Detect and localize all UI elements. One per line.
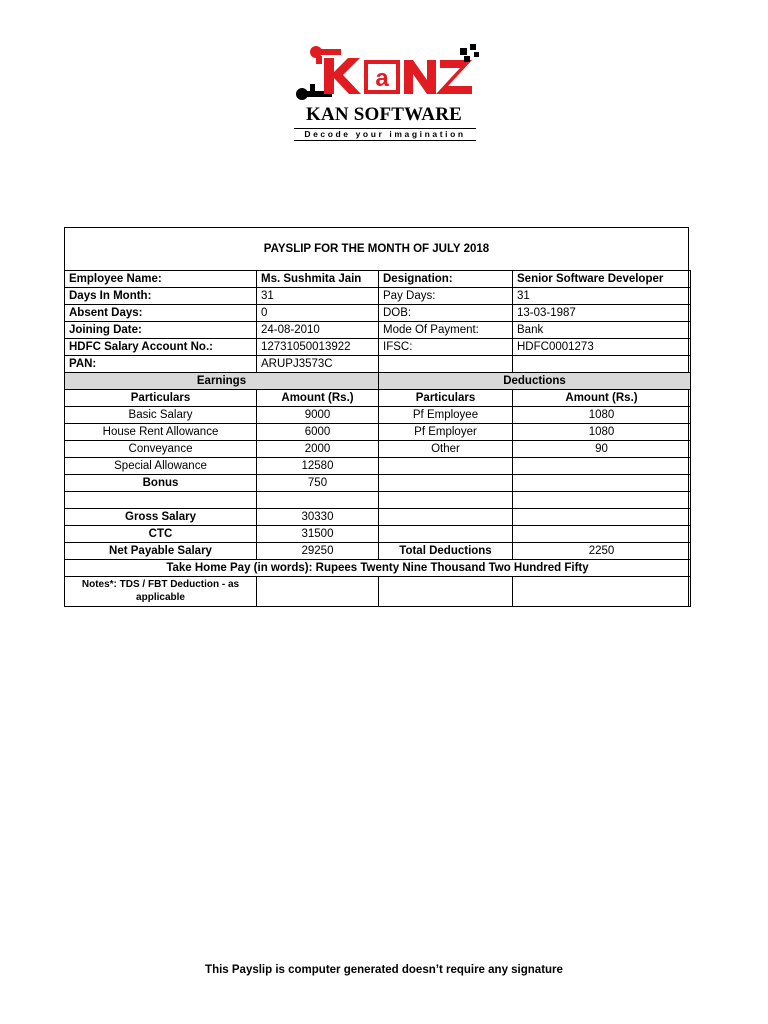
employee-label: PAN: xyxy=(65,356,257,373)
table-row xyxy=(65,424,691,441)
employee-value xyxy=(513,356,691,373)
employee-label: DOB: xyxy=(379,305,513,322)
employee-value: HDFC0001273 xyxy=(513,339,691,356)
employee-value: 13-03-1987 xyxy=(513,305,691,322)
deduction-amount xyxy=(513,526,691,543)
footer-note: This Payslip is computer generated doesn’t require any signature xyxy=(205,964,563,976)
employee-row xyxy=(65,322,691,339)
payslip-title: PAYSLIP FOR THE MONTH OF JULY 2018 xyxy=(263,243,490,255)
deduction-name: Total Deductions xyxy=(379,543,513,560)
logo-mark-icon xyxy=(288,38,484,108)
notes-cell-empty xyxy=(513,577,691,607)
deduction-amount: 1080 xyxy=(513,424,691,441)
employee-label: HDFC Salary Account No.: xyxy=(65,339,257,356)
employee-label: Days In Month: xyxy=(65,288,257,305)
employee-row xyxy=(65,305,691,322)
earnings-particulars-header: Particulars xyxy=(65,390,257,407)
earnings-amount-header: Amount (Rs.) xyxy=(257,390,379,407)
employee-label: IFSC: xyxy=(379,339,513,356)
earning-name xyxy=(65,492,257,509)
deductions-amount-header: Amount (Rs.) xyxy=(513,390,691,407)
notes-text: Notes*: TDS / FBT Deduction - as applicable xyxy=(65,577,257,607)
deduction-amount: 1080 xyxy=(513,407,691,424)
earning-name: Basic Salary xyxy=(65,407,257,424)
notes-cell-empty xyxy=(257,577,379,607)
earning-amount: 29250 xyxy=(257,543,379,560)
deduction-name: Other xyxy=(379,441,513,458)
company-name: KAN SOFTWARE xyxy=(305,104,462,125)
deductions-heading: Deductions xyxy=(379,373,691,390)
employee-value: 31 xyxy=(257,288,379,305)
employee-label: Joining Date: xyxy=(65,322,257,339)
employee-row xyxy=(65,339,691,356)
employee-value: 12731050013922 xyxy=(257,339,379,356)
earning-name: Net Payable Salary xyxy=(65,543,257,560)
table-row xyxy=(65,407,691,424)
table-row xyxy=(65,458,691,475)
employee-label xyxy=(379,356,513,373)
take-home-row xyxy=(65,560,691,577)
employee-value: ARUPJ3573C xyxy=(257,356,379,373)
deduction-name xyxy=(379,526,513,543)
svg-text:a: a xyxy=(375,65,389,92)
company-tagline: Decode your imagination xyxy=(294,128,476,141)
employee-value: 0 xyxy=(257,305,379,322)
payslip xyxy=(64,227,689,607)
employee-value: 24-08-2010 xyxy=(257,322,379,339)
employee-value: Senior Software Developer xyxy=(513,271,691,288)
employee-row xyxy=(65,271,691,288)
earning-name: Bonus xyxy=(65,475,257,492)
take-home-text: Take Home Pay (in words): Rupees Twenty Nine Thousand Two Hundred Fifty xyxy=(65,560,691,577)
deduction-amount xyxy=(513,509,691,526)
earning-amount: 6000 xyxy=(257,424,379,441)
notes-row xyxy=(65,577,691,607)
deduction-amount xyxy=(513,475,691,492)
payslip-table xyxy=(64,270,691,607)
earning-amount: 30330 xyxy=(257,509,379,526)
employee-value: Ms. Sushmita Jain xyxy=(257,271,379,288)
earning-name: CTC xyxy=(65,526,257,543)
section-header-row xyxy=(65,373,691,390)
employee-label: Designation: xyxy=(379,271,513,288)
earning-name: Gross Salary xyxy=(65,509,257,526)
deduction-amount: 90 xyxy=(513,441,691,458)
employee-label: Pay Days: xyxy=(379,288,513,305)
employee-label: Employee Name: xyxy=(65,271,257,288)
table-row xyxy=(65,492,691,509)
employee-value: Bank xyxy=(513,322,691,339)
earning-name: Conveyance xyxy=(65,441,257,458)
notes-cell-empty xyxy=(379,577,513,607)
deduction-amount: 2250 xyxy=(513,543,691,560)
earning-amount: 2000 xyxy=(257,441,379,458)
earning-amount: 12580 xyxy=(257,458,379,475)
deduction-name xyxy=(379,475,513,492)
company-logo xyxy=(288,38,484,142)
table-row xyxy=(65,441,691,458)
deductions-particulars-header: Particulars xyxy=(379,390,513,407)
table-row xyxy=(65,475,691,492)
column-header-row xyxy=(65,390,691,407)
earning-amount: 9000 xyxy=(257,407,379,424)
deduction-amount xyxy=(513,492,691,509)
earning-amount: 750 xyxy=(257,475,379,492)
employee-value: 31 xyxy=(513,288,691,305)
earning-name: Special Allowance xyxy=(65,458,257,475)
earning-name: House Rent Allowance xyxy=(65,424,257,441)
deduction-name xyxy=(379,509,513,526)
table-row xyxy=(65,526,691,543)
deduction-name: Pf Employer xyxy=(379,424,513,441)
employee-label: Absent Days: xyxy=(65,305,257,322)
earning-amount: 31500 xyxy=(257,526,379,543)
deduction-amount xyxy=(513,458,691,475)
earnings-heading: Earnings xyxy=(65,373,379,390)
table-row xyxy=(65,509,691,526)
deduction-name: Pf Employee xyxy=(379,407,513,424)
employee-row xyxy=(65,356,691,373)
employee-label: Mode Of Payment: xyxy=(379,322,513,339)
deduction-name xyxy=(379,458,513,475)
table-row xyxy=(65,543,691,560)
earning-amount xyxy=(257,492,379,509)
deduction-name xyxy=(379,492,513,509)
employee-row xyxy=(65,288,691,305)
